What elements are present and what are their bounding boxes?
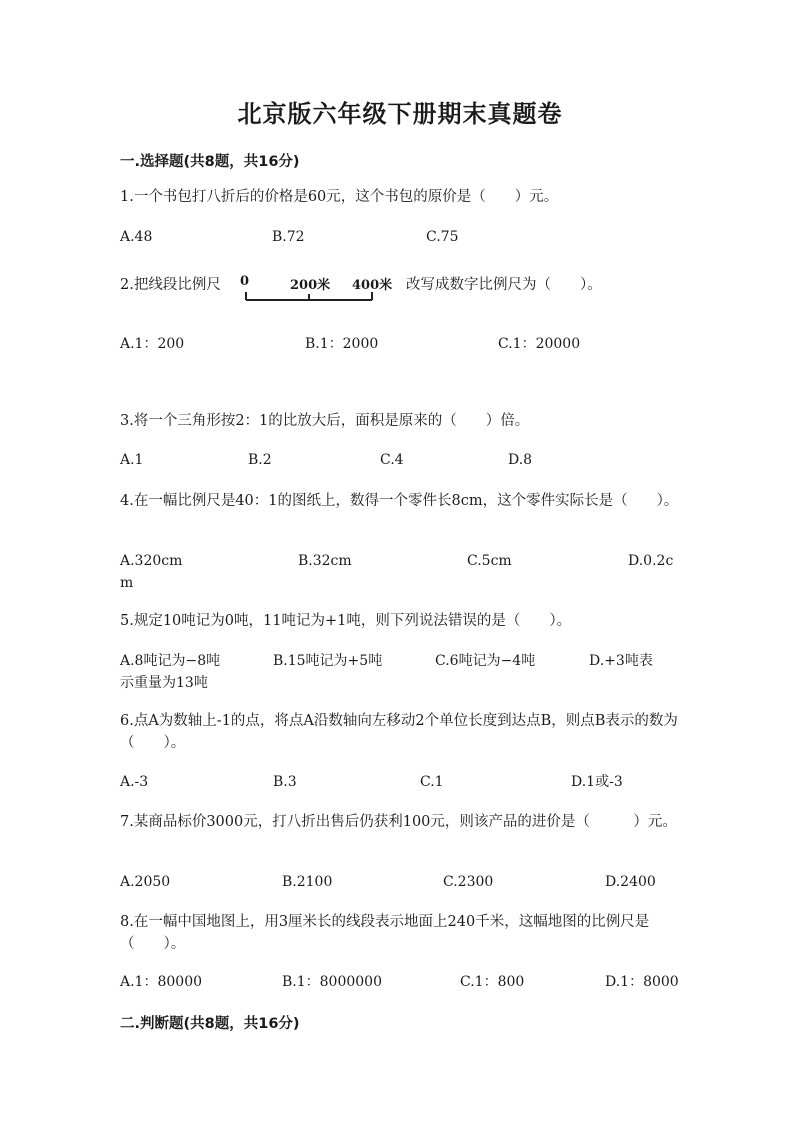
q1-option-b: B.72 xyxy=(272,229,305,245)
q3-option-c: C.4 xyxy=(380,452,404,468)
q1-option-a: A.48 xyxy=(120,229,153,245)
scale-label-0: 0 xyxy=(240,274,250,289)
line-scale-figure xyxy=(240,272,400,312)
section-heading-judgement: 二.判断题(共8题，共16分) xyxy=(120,1016,300,1032)
q7-option-b: B.2100 xyxy=(282,874,333,890)
q7-option-a: A.2050 xyxy=(120,874,171,890)
q6-option-a: A.-3 xyxy=(120,774,149,790)
page-title: 北京版六年级下册期末真题卷 xyxy=(237,100,563,128)
q8-option-b: B.1：8000000 xyxy=(282,974,382,990)
q6-option-b: B.3 xyxy=(273,774,297,790)
q5-option-d: D.+3吨表 xyxy=(589,653,653,669)
scale-bar-icon xyxy=(240,272,400,312)
section-heading-choice: 一.选择题(共8题，共16分) xyxy=(120,154,300,170)
q3-option-b: B.2 xyxy=(248,452,272,468)
question-3: 3.将一个三角形按2：1的比放大后，面积是原来的（ ）倍。 xyxy=(120,413,530,429)
q5-option-c: C.6吨记为−4吨 xyxy=(435,653,536,669)
q6-option-d: D.1或-3 xyxy=(571,774,623,790)
question-4: 4.在一幅比例尺是40：1的图纸上，数得一个零件长8cm，这个零件实际长是（ ）。 xyxy=(120,493,679,509)
scale-label-200: 200米 xyxy=(290,278,331,293)
q2-option-c: C.1：20000 xyxy=(498,336,581,352)
question-7: 7.某商品标价3000元，打八折出售后仍获利100元，则该产品的进价是（ ）元。 xyxy=(120,814,677,830)
question-1: 1.一个书包打八折后的价格是60元，这个书包的原价是（ ）元。 xyxy=(120,189,559,205)
q7-option-d: D.2400 xyxy=(605,874,656,890)
q1-option-c: C.75 xyxy=(426,229,459,245)
q8-option-a: A.1：80000 xyxy=(120,974,203,990)
q4-option-c: C.5cm xyxy=(467,553,512,569)
q4-option-b: B.32cm xyxy=(298,553,352,569)
question-5: 5.规定10吨记为0吨，11吨记为+1吨，则下列说法错误的是（ ）。 xyxy=(120,613,572,629)
scale-label-400: 400米 xyxy=(352,278,393,293)
question-6: 6.点A为数轴上-1的点，将点A沿数轴向左移动2个单位长度到达点B，则点B表示的数为（ ）。 xyxy=(120,713,678,751)
q4-option-d-wrap: m xyxy=(120,575,134,591)
question-8: 8.在一幅中国地图上，用3厘米长的线段表示地面上240千米，这幅地图的比例尺是（ ）。 xyxy=(120,914,650,952)
q7-option-c: C.2300 xyxy=(443,874,494,890)
q3-option-a: A.1 xyxy=(120,452,144,468)
q3-option-d: D.8 xyxy=(508,452,533,468)
q6-option-c: C.1 xyxy=(420,774,444,790)
q5-option-a: A.8吨记为−8吨 xyxy=(120,653,221,669)
q8-option-d: D.1：8000 xyxy=(605,974,679,990)
question-2-lead: 2.把线段比例尺 xyxy=(120,277,221,293)
q2-option-b: B.1：2000 xyxy=(305,336,379,352)
q5-option-b: B.15吨记为+5吨 xyxy=(273,653,383,669)
question-2-tail: 改写成数字比例尺为（ ）。 xyxy=(406,277,602,293)
q4-option-d: D.0.2c xyxy=(628,553,674,569)
q2-option-a: A.1：200 xyxy=(120,336,185,352)
q8-option-c: C.1：800 xyxy=(460,974,525,990)
q4-option-a: A.320cm xyxy=(120,553,183,569)
q5-option-d-wrap: 示重量为13吨 xyxy=(120,675,208,691)
